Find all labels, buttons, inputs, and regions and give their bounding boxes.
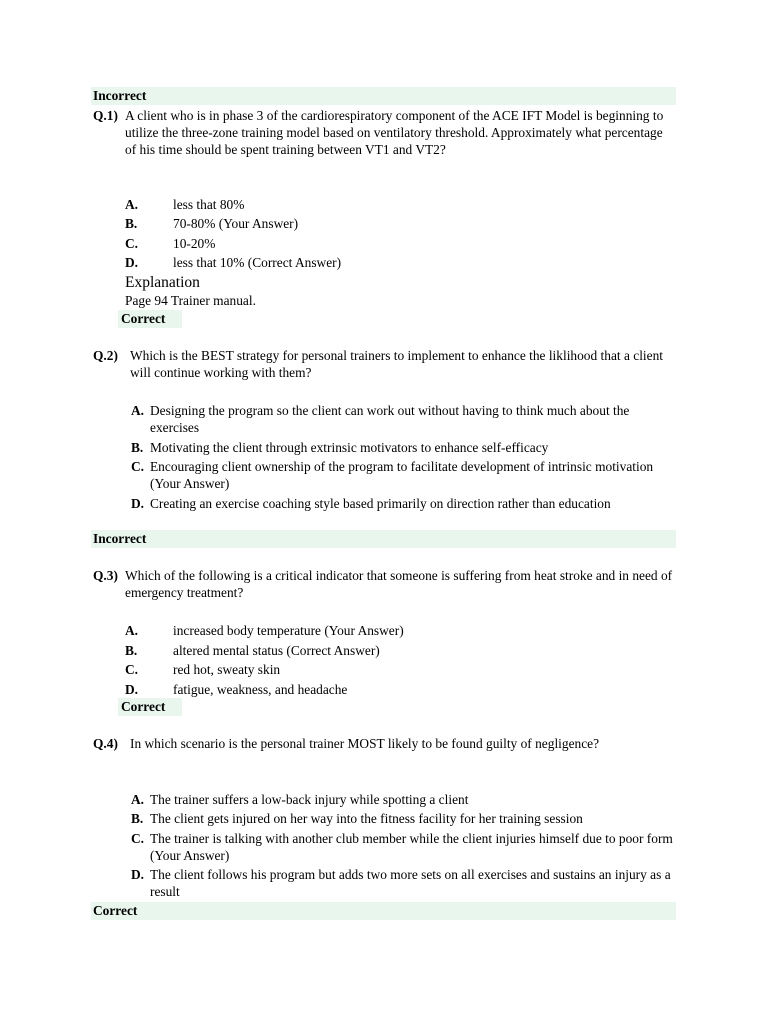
option-text: The client follows his program but adds two more sets on all exercises and sustains an injury as a result (150, 867, 671, 899)
result-status-correct: Correct (93, 903, 138, 918)
status-bar (91, 530, 676, 548)
option-text: less that 10% (Correct Answer) (173, 255, 342, 270)
option-letter: C. (125, 236, 139, 251)
option-text: The trainer is talking with another club member while the client injuries himself due to poor form (Your Answer) (150, 831, 673, 863)
option-text: less that 80% (173, 197, 245, 212)
question-text: In which scenario is the personal trainer MOST likely to be found guilty of negligence? (130, 736, 600, 751)
option-text: The trainer suffers a low-back injury while spotting a client (150, 792, 469, 807)
option-letter: D. (131, 496, 145, 511)
result-status-correct: Correct (121, 311, 166, 326)
question-number: Q.4) (93, 736, 118, 751)
result-status-incorrect: Incorrect (93, 88, 147, 103)
option-text: increased body temperature (Your Answer) (173, 623, 404, 638)
option-letter: D. (125, 255, 139, 270)
option-letter: D. (125, 682, 139, 697)
result-status-correct: Correct (121, 699, 166, 714)
option-letter: B. (125, 643, 138, 658)
option-text: Encouraging client ownership of the program to facilitate development of intrinsic motivation (Your Answer) (150, 459, 654, 491)
explanation-heading: Explanation (125, 274, 200, 291)
option-text: fatigue, weakness, and headache (173, 682, 348, 697)
option-letter: C. (131, 459, 145, 474)
option-text: Motivating the client through extrinsic motivators to enhance self-efficacy (150, 440, 549, 455)
option-letter: A. (125, 623, 139, 638)
option-letter: C. (131, 831, 145, 846)
option-text: altered mental status (Correct Answer) (173, 643, 380, 658)
question-number: Q.3) (93, 568, 118, 583)
question-number: Q.2) (93, 348, 118, 363)
result-status-incorrect: Incorrect (93, 531, 147, 546)
option-letter: B. (131, 811, 144, 826)
option-text: 70-80% (Your Answer) (173, 216, 299, 231)
status-bar (91, 87, 676, 105)
explanation-text: Page 94 Trainer manual. (125, 293, 256, 308)
question-text: Which of the following is a critical indicator that someone is suffering from heat stroke and in need of emergency treatment? (125, 568, 673, 600)
option-letter: A. (131, 792, 145, 807)
question-number: Q.1) (93, 108, 118, 123)
option-letter: B. (131, 440, 144, 455)
option-text: Creating an exercise coaching style based primarily on direction rather than education (150, 496, 611, 511)
status-bar (91, 902, 676, 920)
option-text: The client gets injured on her way into the fitness facility for her training session (150, 811, 583, 826)
option-letter: C. (125, 662, 139, 677)
option-text: 10-20% (173, 236, 216, 251)
option-letter: A. (125, 197, 139, 212)
option-letter: B. (125, 216, 138, 231)
option-letter: D. (131, 867, 145, 882)
option-letter: A. (131, 403, 145, 418)
option-text: Designing the program so the client can work out without having to think much about the exercises (150, 403, 630, 435)
question-text: Which is the BEST strategy for personal trainers to implement to enhance the liklihood that a client will continue working with them? (130, 348, 664, 380)
option-text: red hot, sweaty skin (173, 662, 281, 677)
question-text: A client who is in phase 3 of the cardiorespiratory component of the ACE IFT Model is beginning to utilize the three-zone training model based on ventilatory threshold. Approximately what percentage of his time should be spent training between VT1 and VT2? (125, 108, 664, 157)
